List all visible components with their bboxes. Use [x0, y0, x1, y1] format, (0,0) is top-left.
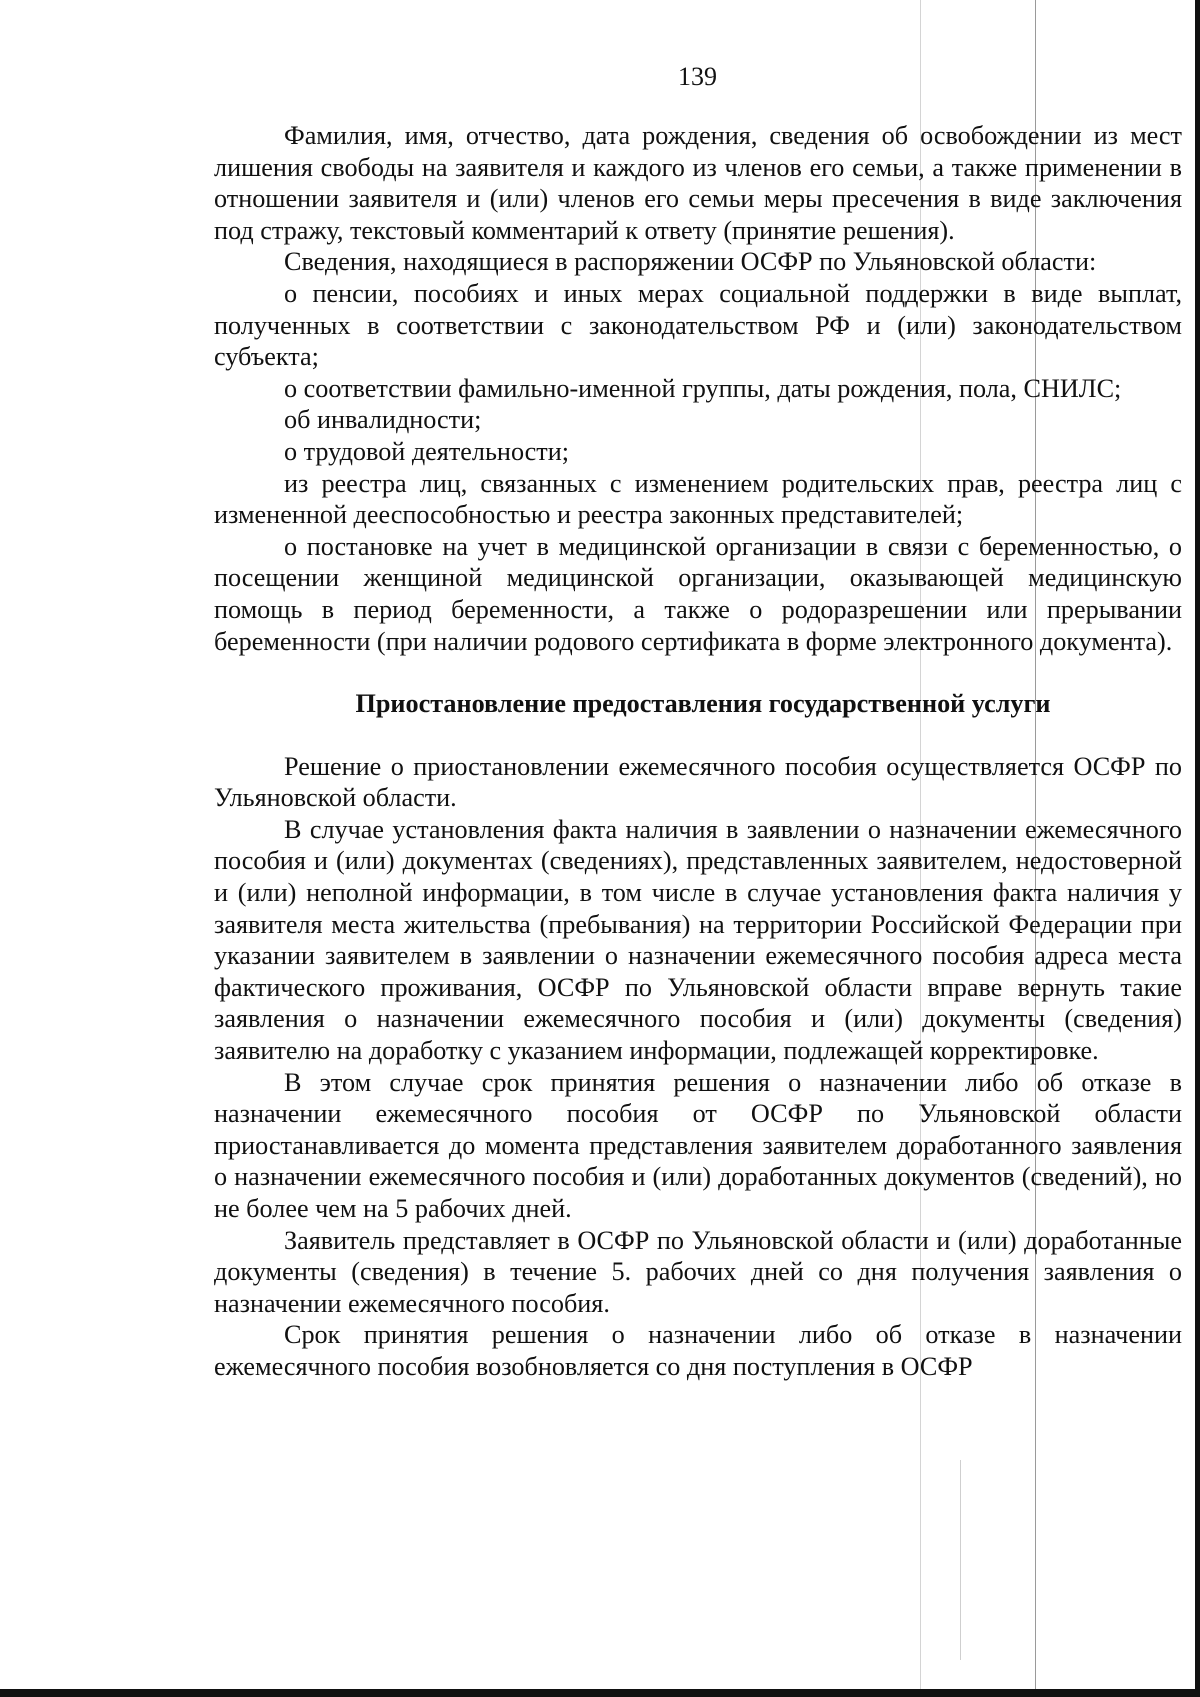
- document-body: [214, 120, 1182, 1383]
- paragraph: В случае установления факта наличия в заявлении о назначении ежемесячного пособия и (или) документах (сведениях), представленных заявителем, недостоверной и (или) неполной информации, в том числе в случае установления факта наличия у заявителя места жительства (пребывания) на территории Российской Федерации при указании заявителем в заявлении о назначении ежемесячного пособия адреса места фактического проживания, ОСФР по Ульяновской области вправе вернуть такие заявления о назначении ежемесячного пособия и (или) документы (сведения) заявителю на доработку с указанием информации, подлежащей корректировке.: [214, 814, 1182, 1066]
- scan-border-bottom: [0, 1689, 1200, 1697]
- scan-border-right: [1195, 0, 1200, 1697]
- section-heading: Приостановление предоставления государственной услуги: [355, 689, 1051, 719]
- paragraph: о соответствии фамильно-именной группы, даты рождения, пола, СНИЛС;: [284, 373, 1122, 403]
- paragraph: Срок принятия решения о назначении либо об отказе в назначении ежемесячного пособия возобновляется со дня поступления в ОСФР: [214, 1320, 1182, 1381]
- paragraph: Фамилия, имя, отчество, дата рождения, сведения об освобождении из мест лишения свободы на заявителя и каждого из членов его семьи, а также применении в отношении заявителя и (или) членов его семьи меры пресечения в виде заключения под стражу, текстовый комментарий к ответу (принятие решения).: [214, 121, 1182, 245]
- paragraph: об инвалидности;: [284, 405, 482, 435]
- page-number-text: 139: [678, 62, 717, 91]
- paragraph: о трудовой деятельности;: [284, 436, 570, 466]
- paragraph: Сведения, находящиеся в распоряжении ОСФР по Ульяновской области:: [284, 247, 1097, 277]
- scan-artifact-line: [960, 1460, 961, 1660]
- page-number: [0, 62, 1200, 92]
- paragraph: о пенсии, пособиях и иных мерах социальной поддержки в виде выплат, полученных в соответствии с законодательством РФ и (или) законодательством субъекта;: [214, 278, 1182, 372]
- paragraph: Решение о приостановлении ежемесячного пособия осуществляется ОСФР по Ульяновской области.: [214, 751, 1182, 813]
- paragraph: о постановке на учет в медицинской организации в связи с беременностью, о посещении женщиной медицинской организации, оказывающей медицинскую помощь в период беременности, а также о родоразрешении или прерывании беременности (при наличии родового сертификата в форме электронного документа).: [214, 531, 1182, 656]
- paragraph: Заявитель представляет в ОСФР по Ульяновской области и (или) доработанные документы (сведения) в течение 5. рабочих дней со дня получения заявления о назначении ежемесячного пособия.: [214, 1225, 1182, 1318]
- paragraph: В этом случае срок принятия решения о назначении либо об отказе в назначении ежемесячного пособия от ОСФР по Ульяновской области приостанавливается до момента представления заявителем доработанного заявления о назначении ежемесячного пособия и (или) доработанных документов (сведений), но не более чем на 5 рабочих дней.: [214, 1067, 1182, 1223]
- paragraph: из реестра лиц, связанных с изменением родительских прав, реестра лиц с измененной дееспособностью и реестра законных представителей;: [214, 468, 1182, 530]
